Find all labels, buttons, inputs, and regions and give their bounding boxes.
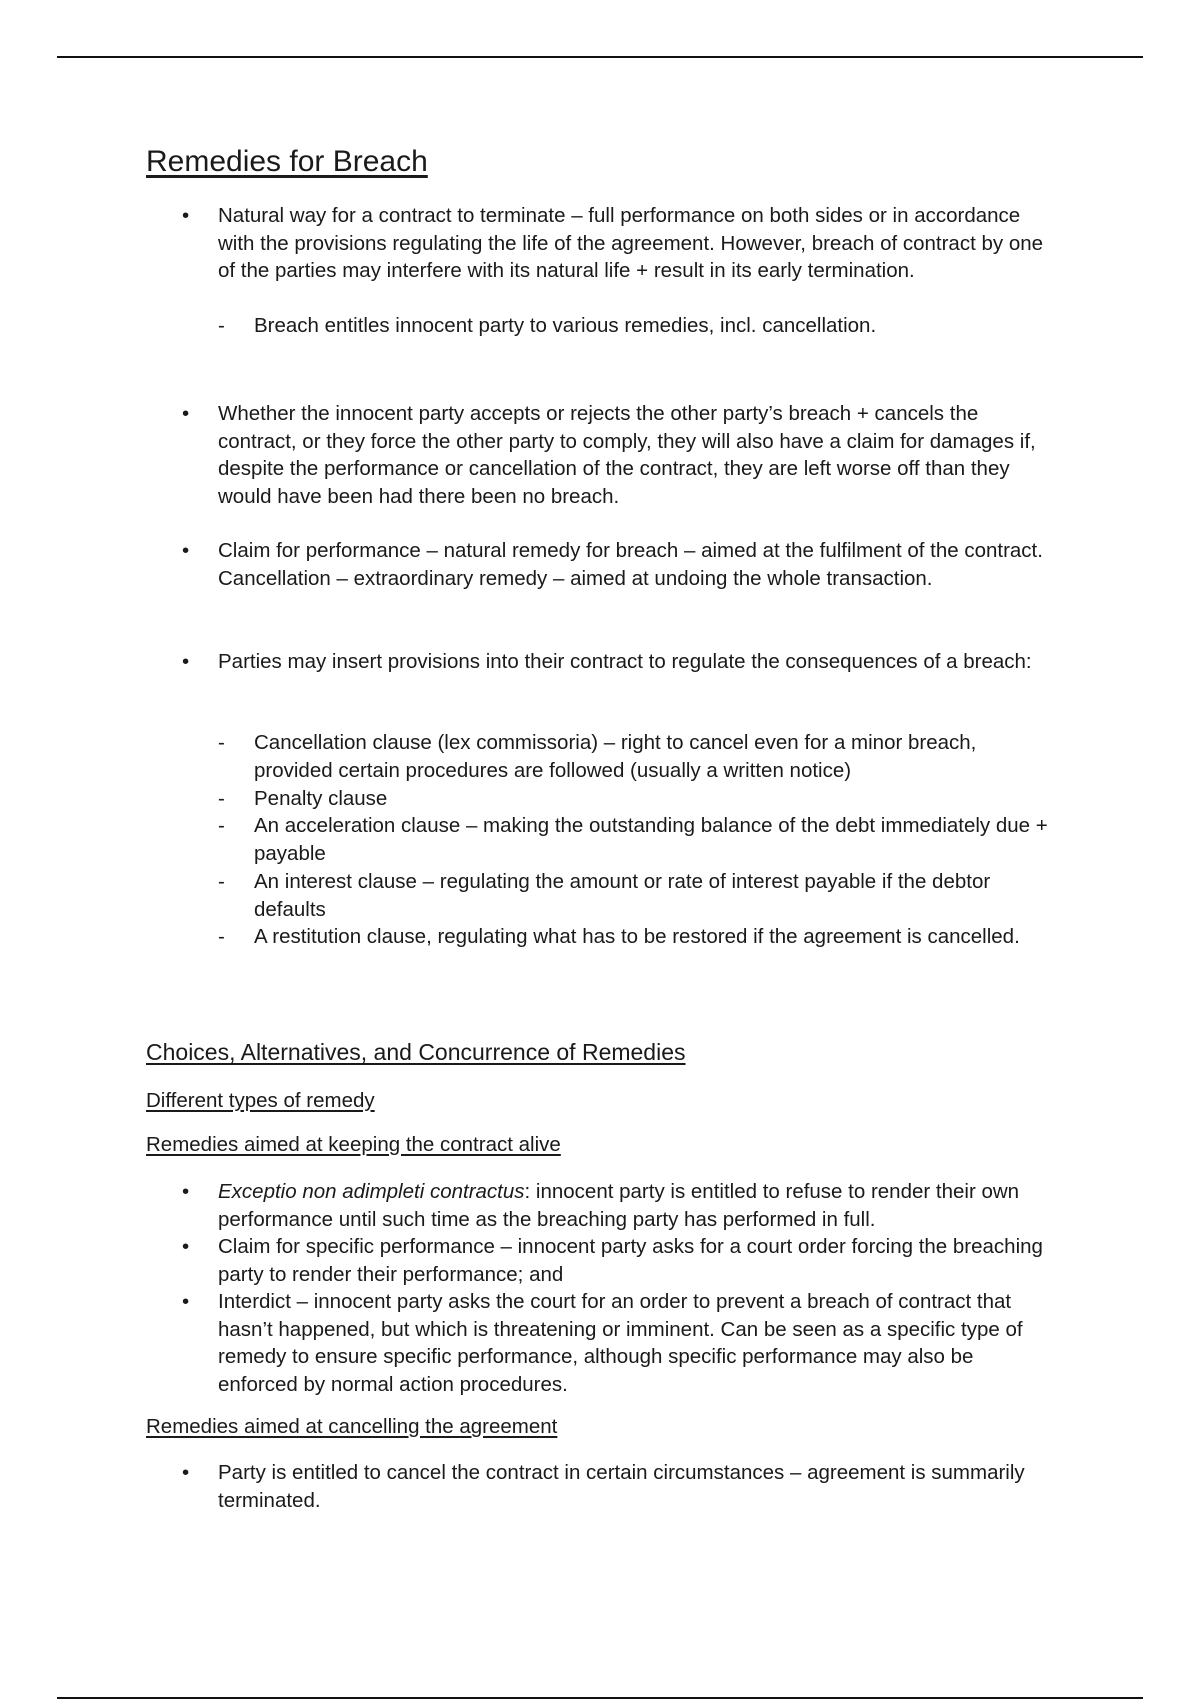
exceptio-term: Exceptio non adimpleti contractus: [218, 1180, 525, 1203]
bullet-claim-for-performance: • Claim for performance – natural remedy for breach – aimed at the fulfilment of the contract. Cancellation – extraordinary remedy – aimed at undoing the whole transaction.: [218, 537, 1048, 592]
bullet-specific-performance: • Claim for specific performance – innocent party asks for a court order forcing the breaching party to render their performance; and: [218, 1233, 1048, 1288]
clause-cancellation: - Cancellation clause (lex commissoria) – right to cancel even for a minor breach, provided certain procedures are followed (usually a written notice): [254, 729, 1054, 784]
bullet-interdict: • Interdict – innocent party asks the court for an order to prevent a breach of contract that hasn’t happened, but which is threatening or imminent. Can be seen as a specific type of remedy to ensure specific performance, although specific performance may also be enforced by normal action procedures.: [218, 1288, 1048, 1398]
clause-acceleration: - An acceleration clause – making the outstanding balance of the debt immediately due + payable: [254, 812, 1054, 867]
section-title-choices-alternatives: Choices, Alternatives, and Concurrence of Remedies: [146, 1039, 686, 1065]
subheading-cancelling-agreement: Remedies aimed at cancelling the agreement: [146, 1415, 558, 1438]
clause-restitution: - A restitution clause, regulating what has to be restored if the agreement is cancelled.: [254, 923, 1054, 951]
clause-penalty: - Penalty clause: [254, 785, 1054, 813]
bullet-natural-termination: • Natural way for a contract to terminate – full performance on both sides or in accordance with the provisions regulating the life of the agreement. However, breach of contract by one of the parties may interfere with its natural life + result in its early termination.: [218, 202, 1048, 285]
header-rule: [57, 56, 1143, 58]
sub-item-breach-entitles: - Breach entitles innocent party to various remedies, incl. cancellation.: [254, 312, 1054, 340]
clause-interest: - An interest clause – regulating the amount or rate of interest payable if the debtor defaults: [254, 868, 1054, 923]
bullet-damages-claim: • Whether the innocent party accepts or rejects the other party’s breach + cancels the contract, or they force the other party to comply, they will also have a claim for damages if, despite the performance or cancellation of the contract, they are left worse off than they would have been had there been no breach.: [218, 400, 1048, 510]
exceptio-description: : innocent party is entitled to refuse to render their own performance until such time as the breaching party has performed in full.: [218, 1180, 1020, 1231]
bullet-cancel-contract: • Party is entitled to cancel the contract in certain circumstances – agreement is summarily terminated.: [218, 1459, 1048, 1514]
bullet-exceptio: [218, 1178, 1048, 1233]
footer-rule: [57, 1697, 1143, 1699]
subheading-different-types: Different types of remedy: [146, 1089, 375, 1112]
bullet-contract-provisions: • Parties may insert provisions into their contract to regulate the consequences of a breach:: [218, 648, 1048, 676]
section-title-remedies-for-breach: Remedies for Breach: [146, 145, 428, 178]
subheading-keeping-contract-alive: Remedies aimed at keeping the contract alive: [146, 1133, 561, 1156]
